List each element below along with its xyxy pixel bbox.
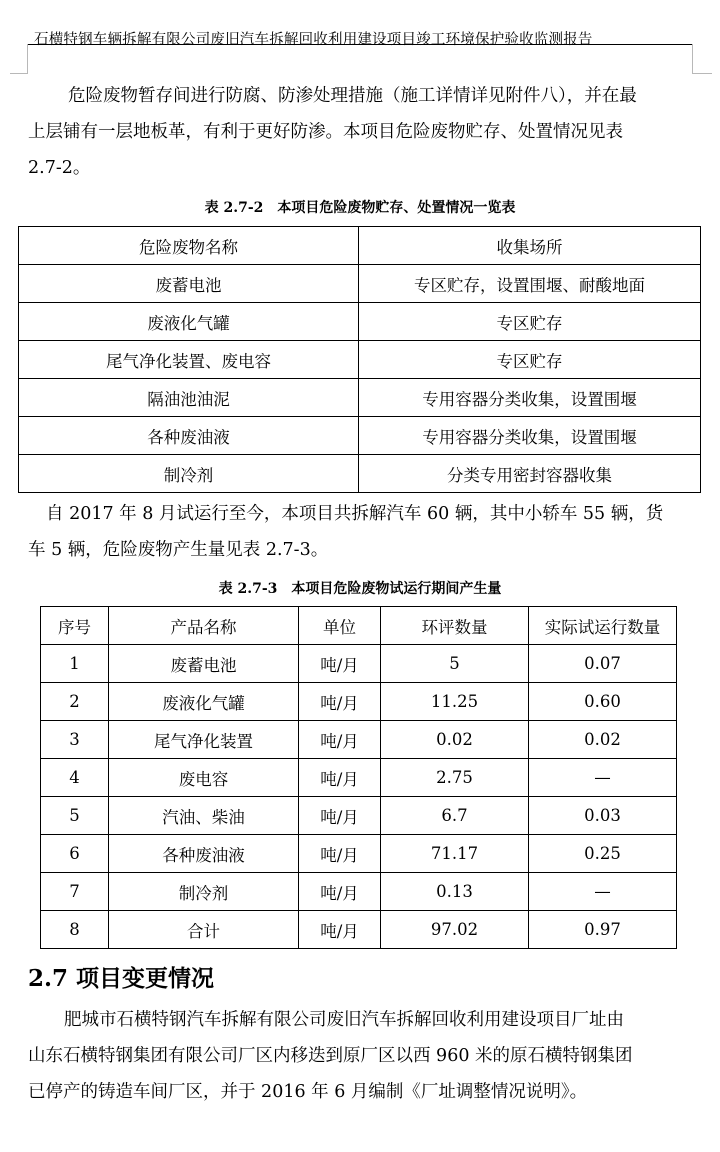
- paragraph-1: [28, 78, 692, 186]
- table-cell: 专区贮存: [359, 303, 701, 341]
- table-cell: 6: [41, 835, 109, 873]
- paragraph-3-line-1: 肥城市石横特钢汽车拆解有限公司废旧汽车拆解回收利用建设项目厂址由: [64, 1010, 624, 1030]
- table-cell: 专区贮存，设置围堰、耐酸地面: [359, 265, 701, 303]
- table-cell: 吨/月: [299, 645, 381, 683]
- crop-mark-left: [10, 44, 28, 74]
- table-header-cell: 危险废物名称: [19, 227, 359, 265]
- table-cell: 2: [41, 683, 109, 721]
- table-cell: 吨/月: [299, 721, 381, 759]
- table-cell: 制冷剂: [19, 455, 359, 493]
- table-cell: 7: [41, 873, 109, 911]
- paragraph-2: [28, 496, 692, 568]
- table-row: [19, 341, 701, 379]
- table-header-cell: 环评数量: [381, 607, 529, 645]
- table-row: [19, 303, 701, 341]
- table-cell: 废液化气罐: [19, 303, 359, 341]
- table-2-caption: 表 2.7-3 本项目危险废物试运行期间产生量: [218, 581, 502, 597]
- table-cell: 1: [41, 645, 109, 683]
- table-1-caption: 表 2.7-2 本项目危险废物贮存、处置情况一览表: [204, 200, 516, 216]
- table-cell: 专区贮存: [359, 341, 701, 379]
- table-cell: 4: [41, 759, 109, 797]
- table-cell: 分类专用密封容器收集: [359, 455, 701, 493]
- table-cell: 8: [41, 911, 109, 949]
- table-cell: 0.03: [529, 797, 677, 835]
- table-header-cell: 产品名称: [109, 607, 299, 645]
- table-cell: 5: [41, 797, 109, 835]
- header-title: 石横特钢车辆拆解有限公司废旧汽车拆解回收利用建设项目竣工环境保护验收监测报告: [34, 32, 593, 48]
- table-cell: 0.97: [529, 911, 677, 949]
- table-cell: 71.17: [381, 835, 529, 873]
- table-cell: 11.25: [381, 683, 529, 721]
- table-row: [41, 645, 677, 683]
- table-cell: 0.60: [529, 683, 677, 721]
- table-cell: 0.25: [529, 835, 677, 873]
- table-cell: 各种废油液: [19, 417, 359, 455]
- paragraph-3-line-2: 山东石横特钢集团有限公司厂区内移迭到原厂区以西 960 米的原石横特钢集团: [28, 1046, 633, 1066]
- table-cell: —: [529, 759, 677, 797]
- table-row: [41, 683, 677, 721]
- table-header-cell: 收集场所: [359, 227, 701, 265]
- paragraph-1-line-3: 2.7-2。: [28, 158, 91, 178]
- table-cell: 0.13: [381, 873, 529, 911]
- table-cell: 6.7: [381, 797, 529, 835]
- table-row: [19, 417, 701, 455]
- table-cell: 废电容: [109, 759, 299, 797]
- table-cell: 废蓄电池: [19, 265, 359, 303]
- table-cell: 各种废油液: [109, 835, 299, 873]
- table-cell: 废液化气罐: [109, 683, 299, 721]
- table-cell: 专用容器分类收集，设置围堰: [359, 417, 701, 455]
- table-row: [19, 265, 701, 303]
- table-cell: 97.02: [381, 911, 529, 949]
- paragraph-3-line-3: 已停产的铸造车间厂区，并于 2016 年 6 月编制《厂址调整情况说明》。: [28, 1082, 588, 1102]
- paragraph-1-line-2: 上层铺有一层地板革，有利于更好防渗。本项目危险废物贮存、处置情况见表: [28, 122, 623, 142]
- table-header-cell: 实际试运行数量: [529, 607, 677, 645]
- table-cell: 尾气净化装置、废电容: [19, 341, 359, 379]
- table-cell: 吨/月: [299, 797, 381, 835]
- table-cell: 吨/月: [299, 835, 381, 873]
- table-cell: 尾气净化装置: [109, 721, 299, 759]
- table-cell: 专用容器分类收集，设置围堰: [359, 379, 701, 417]
- table-cell: 0.02: [529, 721, 677, 759]
- table-cell: 吨/月: [299, 683, 381, 721]
- table-header-row: [19, 227, 701, 265]
- table-cell: 汽油、柴油: [109, 797, 299, 835]
- table-header-row: [41, 607, 677, 645]
- hazardous-waste-storage-table: [18, 226, 701, 493]
- table-cell: 2.75: [381, 759, 529, 797]
- table-header-cell: 单位: [299, 607, 381, 645]
- table-row: [41, 721, 677, 759]
- table-cell: 吨/月: [299, 911, 381, 949]
- paragraph-2-line-1: 自 2017 年 8 月试运行至今，本项目共拆解汽车 60 辆，其中小轿车 55 辆，货: [46, 504, 664, 524]
- table-row: [19, 455, 701, 493]
- table-row: [19, 379, 701, 417]
- paragraph-2-line-2: 车 5 辆，危险废物产生量见表 2.7-3。: [28, 540, 329, 560]
- table-cell: 0.07: [529, 645, 677, 683]
- table-cell: 0.02: [381, 721, 529, 759]
- table-cell: 制冷剂: [109, 873, 299, 911]
- table-cell: 合计: [109, 911, 299, 949]
- table-cell: 吨/月: [299, 873, 381, 911]
- paragraph-1-line-1: 危险废物暂存间进行防腐、防渗处理措施（施工详情详见附件八），并在最: [68, 86, 637, 106]
- table-row: [41, 797, 677, 835]
- page-header: [0, 0, 720, 58]
- table-row: [41, 911, 677, 949]
- table-row: [41, 873, 677, 911]
- table-row: [41, 759, 677, 797]
- section-heading: 2.7 项目变更情况: [28, 965, 215, 992]
- table-cell: 废蓄电池: [109, 645, 299, 683]
- crop-mark-right: [692, 44, 712, 74]
- table-cell: 吨/月: [299, 759, 381, 797]
- table-cell: 隔油池油泥: [19, 379, 359, 417]
- table-cell: —: [529, 873, 677, 911]
- hazardous-waste-output-table: [40, 606, 677, 949]
- table-header-cell: 序号: [41, 607, 109, 645]
- paragraph-3: [28, 1002, 692, 1110]
- table-cell: 5: [381, 645, 529, 683]
- table-row: [41, 835, 677, 873]
- header-rule: [28, 44, 692, 45]
- table-cell: 3: [41, 721, 109, 759]
